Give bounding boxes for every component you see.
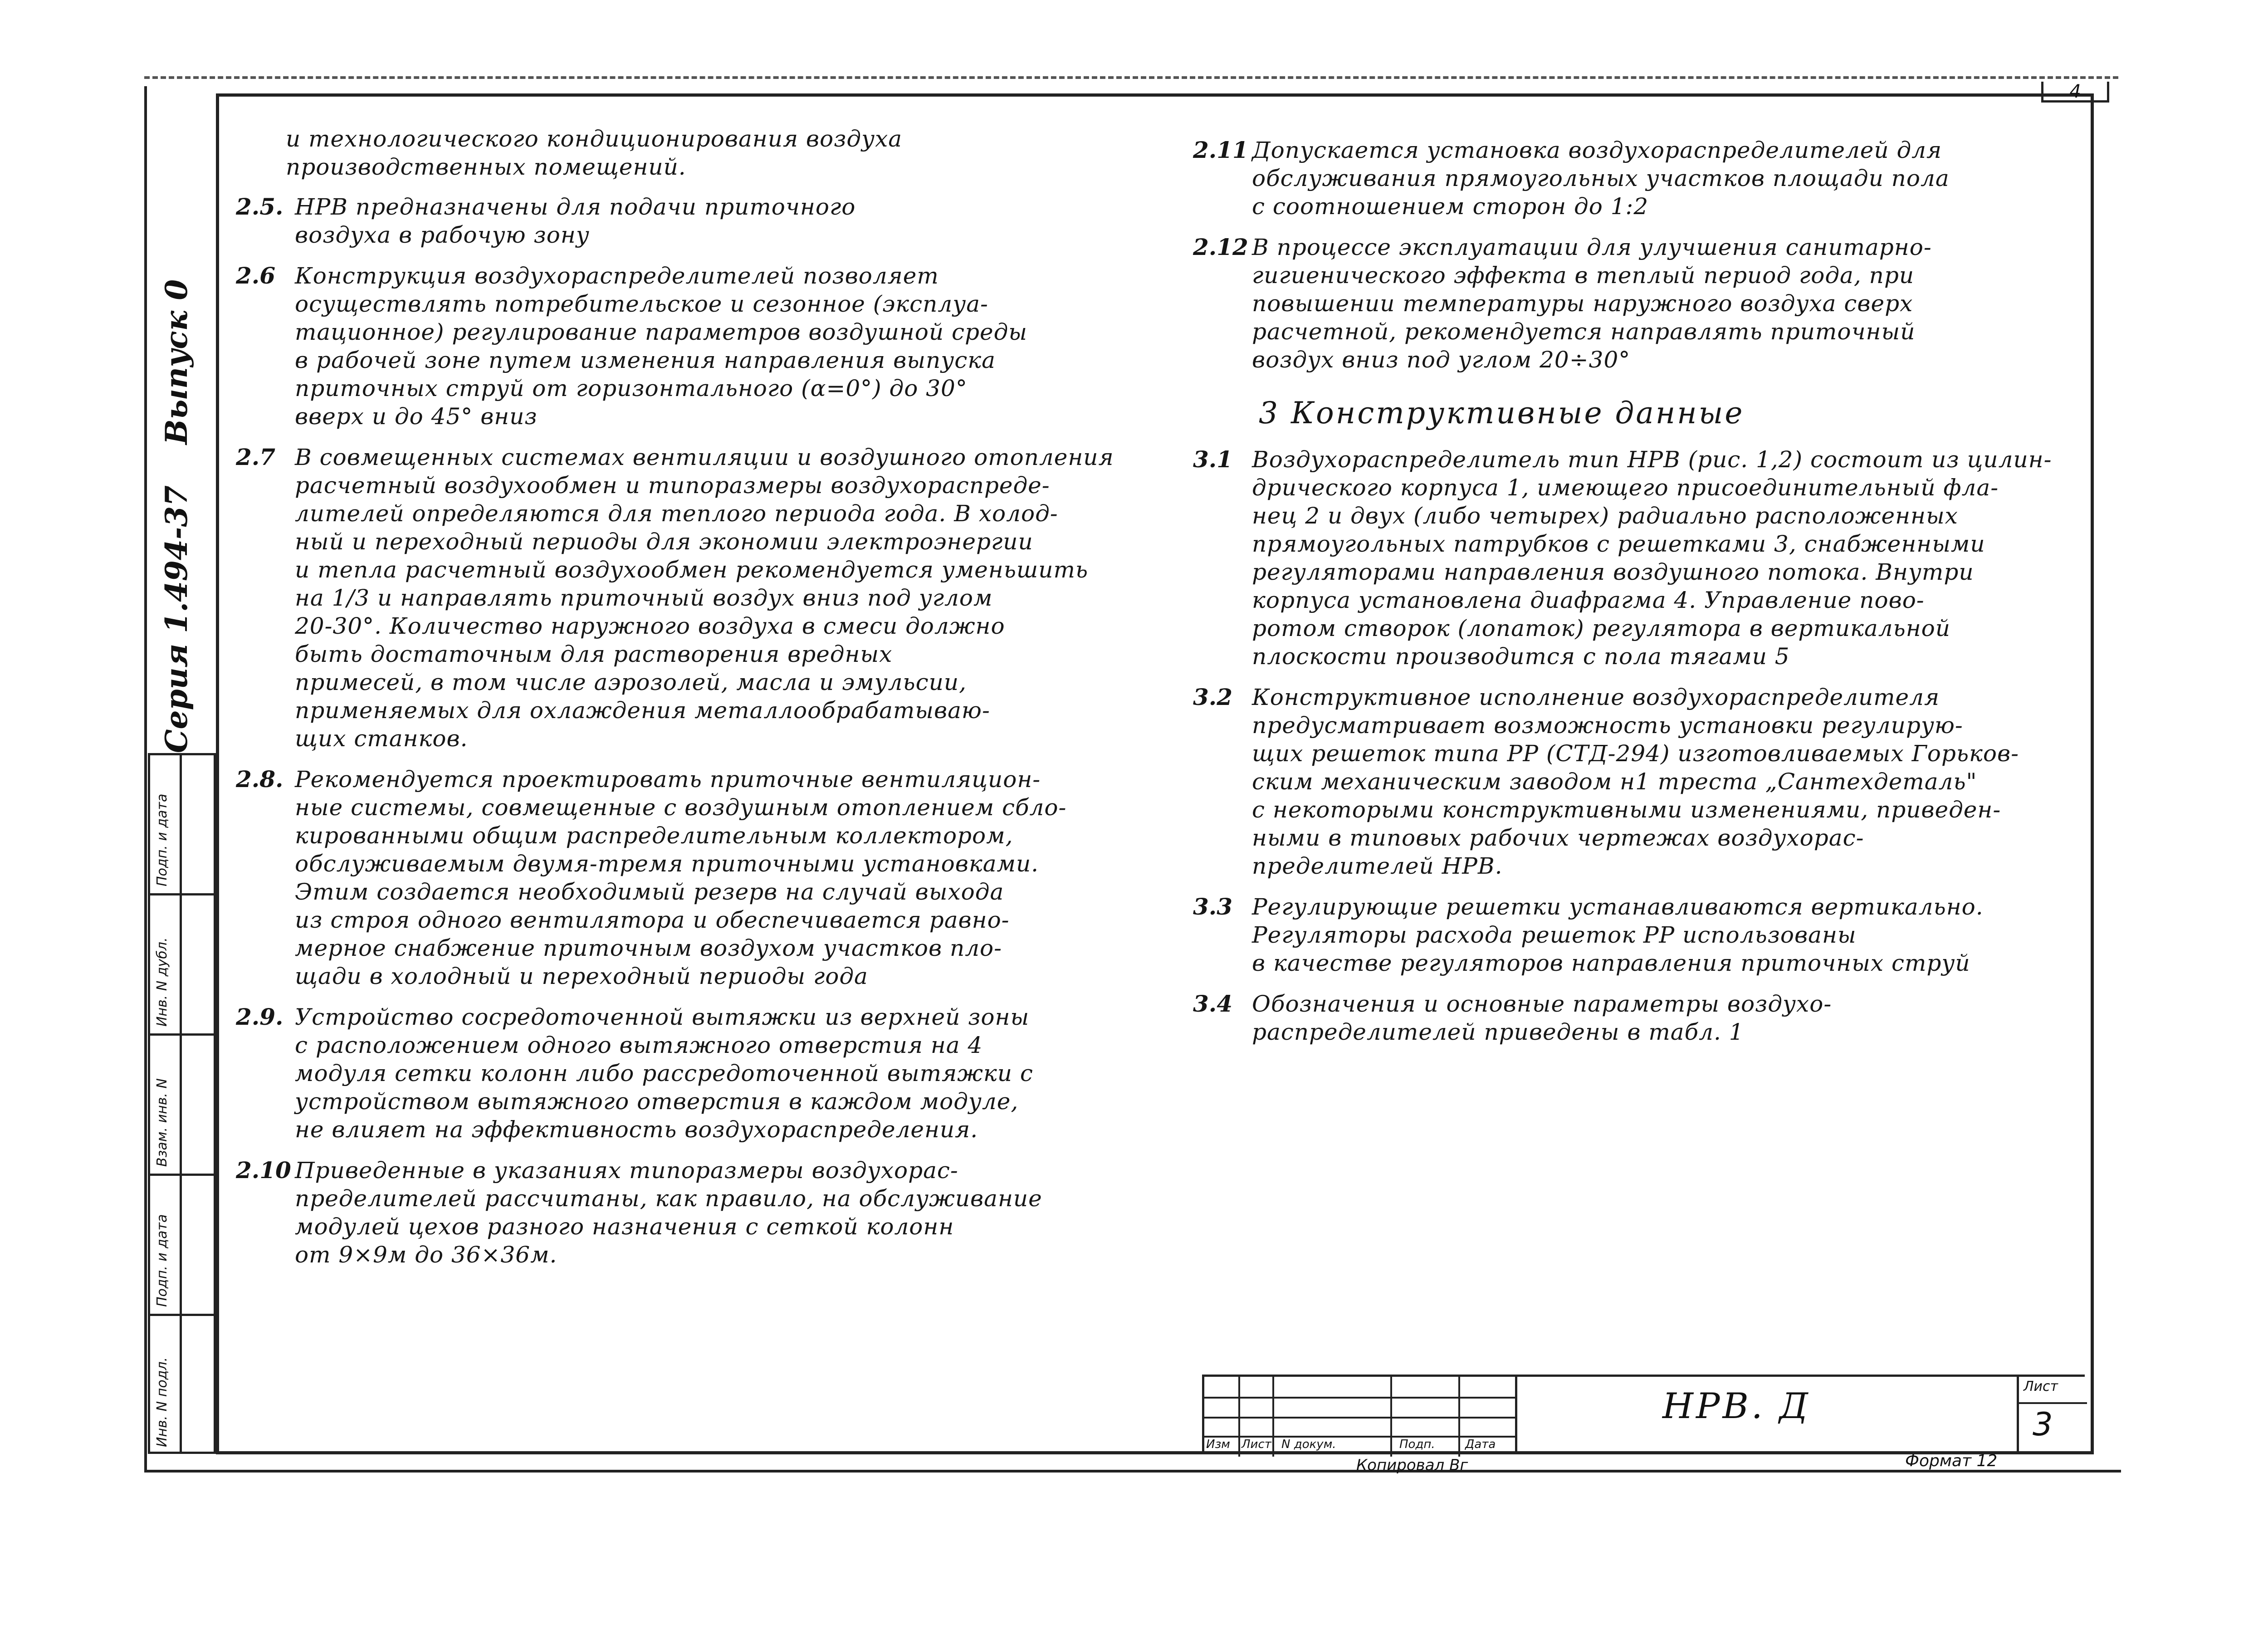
stamp-label-4: Инв. N дубл. (154, 937, 170, 1027)
paragraph-number: 3.1 (1193, 446, 1232, 473)
stamp-label-2: Подп. и дата (154, 1214, 170, 1307)
paragraph-text: НРВ предназначены для подачи приточного воздуха в рабочую зону (295, 194, 856, 248)
paragraph-number: 2.6 (236, 262, 275, 289)
paragraph-text: Регулирующие решетки устанавливаются вертикально. Регуляторы расхода решеток РР использованы в качестве регуляторов направления приточных струй (1252, 894, 1984, 976)
header-list: Лист (1242, 1438, 1271, 1451)
corner-sheet-number: 4 (2041, 82, 2109, 103)
paragraph-text: Конструкция воздухораспределителей позволяет осуществлять потребительское и сезонное (эксплуа- тационное) регулирование параметров воздушной среды в рабочей зоне путем изменения направления выпуска приточных струй от горизонтального (α=0°) до 30° вверх и до 45° вниз (295, 263, 1027, 430)
designation-cell (1515, 1375, 2017, 1454)
paragraph-2-7 (236, 443, 1179, 753)
paragraph-number: 2.10 (236, 1157, 291, 1184)
paragraph-number: 2.5. (236, 193, 284, 220)
header-izm: Изм (1206, 1438, 1230, 1451)
paragraph-2-8 (236, 765, 1179, 990)
paragraph-text: Обозначения и основные параметры воздухо- распределителей приведены в табл. 1 (1252, 991, 1832, 1045)
left-text-column (236, 125, 1179, 1282)
stamp-label-1: Инв. N подл. (154, 1357, 170, 1447)
sheet-label: Лист (2024, 1379, 2058, 1394)
paragraph-2-10 (236, 1156, 1179, 1269)
right-top-items (1193, 136, 2087, 374)
paragraph-text: Приведенные в указаниях типоразмеры воздухорас- пределителей рассчитаны, как правило, на обслуживание модулей цехов разного назначения с сеткой колонн от 9×9м до 36×36м. (295, 1157, 1042, 1268)
paragraph-2-11 (1193, 136, 2087, 220)
paragraph-number: 2.9. (236, 1003, 284, 1030)
revision-grid (1202, 1375, 1515, 1454)
paragraph-2-6 (236, 262, 1179, 431)
header-podp: Подп. (1399, 1438, 1435, 1451)
right-items (1193, 445, 2087, 1046)
approval-stamp-strip (148, 753, 216, 1454)
paragraph-text: В процессе эксплуатации для улучшения санитарно- гигиенического эффекта в теплый период года, при повышении температуры наружного воздуха сверх расчетной, рекомендуется направлять приточный воздух вниз под углом 20÷30° (1252, 234, 1932, 373)
top-cut-line (144, 76, 2118, 79)
paragraph-2-5 (236, 193, 1179, 249)
paragraph-text: Допускается установка воздухораспределителей для обслуживания прямоугольных участков площади пола с соотношением сторон до 1:2 (1252, 137, 1950, 220)
paragraph-number: 2.7 (236, 444, 275, 470)
paragraph-3-4 (1193, 990, 2087, 1046)
paragraph-text: Конструктивное исполнение воздухораспределителя предусматривает возможность установки регулирую- щих решеток типа РР (СТД-294) изготовливаемых Горьков- ским механическим заводом н1 треста „Сантехдеталь" с некоторыми конструктивными изменениями, приведен- ными в типовых рабочих чертежах воздухорас- пределителей НРВ. (1252, 684, 2019, 879)
header-ndokum: N докум. (1281, 1438, 1336, 1451)
paragraph-text: Воздухораспределитель тип НРВ (рис. 1,2) состоит из цилин- дрического корпуса 1, имеющего присоединительный фла- нец 2 и двух (либо четырех) радиально расположенных прямоугольных патрубков с решетками 3, снабженными регуляторами направления воздушного потока. Внутри корпуса установлена диафрагма 4. Управление пово- ротом створок (лопаток) регулятора в вертикальной плоскости производится с пола тягами 5 (1252, 446, 2052, 670)
stamp-label-5: Подп. и дата (154, 793, 170, 886)
right-text-column (1193, 136, 2087, 1059)
paragraph-2-12 (1193, 233, 2087, 374)
copied-by: Копировал Вг (1356, 1456, 1468, 1474)
paragraph-2-9 (236, 1003, 1179, 1144)
vertical-series-label (154, 191, 204, 753)
stamp-label-3: Взам. инв. N (154, 1078, 170, 1167)
document-code: НРВ. Д (1662, 1386, 1811, 1427)
header-data: Дата (1465, 1438, 1496, 1451)
section-title: 3 Конструктивные данные (1259, 396, 1745, 431)
title-block (1202, 1375, 2094, 1454)
vypusk-label: Выпуск 0 (159, 279, 194, 445)
paragraph-number: 2.8. (236, 766, 284, 793)
intro-text: и технологического кондиционирования воздуха производственных помещений. (286, 126, 903, 180)
format-label: Формат 12 (1905, 1452, 1998, 1470)
paragraph-text: В совмещенных системах вентиляции и воздушного отопления расчетный воздухообмен и типоразмеры воздухораспреде- лителей определяются для теплого периода года. В холод- ный и переходный периоды для экономии электроэнергии и тепла расчетный воздухообмен рекомендуется уменьшить на 1/3 и направлять приточный воздух вниз под углом 20-30°. Количество наружного воздуха в смеси должно быть достаточным для растворения вредных примесей, в том числе аэрозолей, масла и эмульсии, применяемых для охлаждения металлообрабатываю- щих станков. (295, 444, 1114, 752)
sheet-number-cell (2017, 1375, 2085, 1454)
paragraph-number: 2.11 (1193, 137, 1248, 163)
paragraph-number: 3.3 (1193, 893, 1232, 920)
paragraph-3-1 (1193, 445, 2087, 670)
left-items (236, 193, 1179, 1269)
paragraph-3-3 (1193, 893, 2087, 977)
paragraph-number: 3.4 (1193, 990, 1232, 1017)
seriya-label: Серия 1.494-37 (159, 485, 194, 753)
paragraph-text: Устройство сосредоточенной вытяжки из верхней зоны с расположением одного вытяжного отверстия на 4 модуля сетки колонн либо рассредоточенной вытяжки с устройством вытяжного отверстия в каждом модуле, не влияет на эффективность воздухораспределения. (295, 1004, 1033, 1143)
paragraph-3-2 (1193, 683, 2087, 880)
sheet-number: 3 (2033, 1406, 2053, 1443)
paragraph-text: Рекомендуется проектировать приточные вентиляцион- ные системы, совмещенные с воздушным отоплением сбло- кированными общим распределительным коллектором, обслуживаемым двумя-тремя приточными установками. Этим создается необходимый резерв на случай выхода из строя одного вентилятора и обеспечивается равно- мерное снабжение приточным воздухом участков пло- щади в холодный и переходный периоды года (295, 766, 1067, 989)
paragraph-number: 2.12 (1193, 234, 1248, 260)
paragraph-number: 3.2 (1193, 684, 1232, 710)
